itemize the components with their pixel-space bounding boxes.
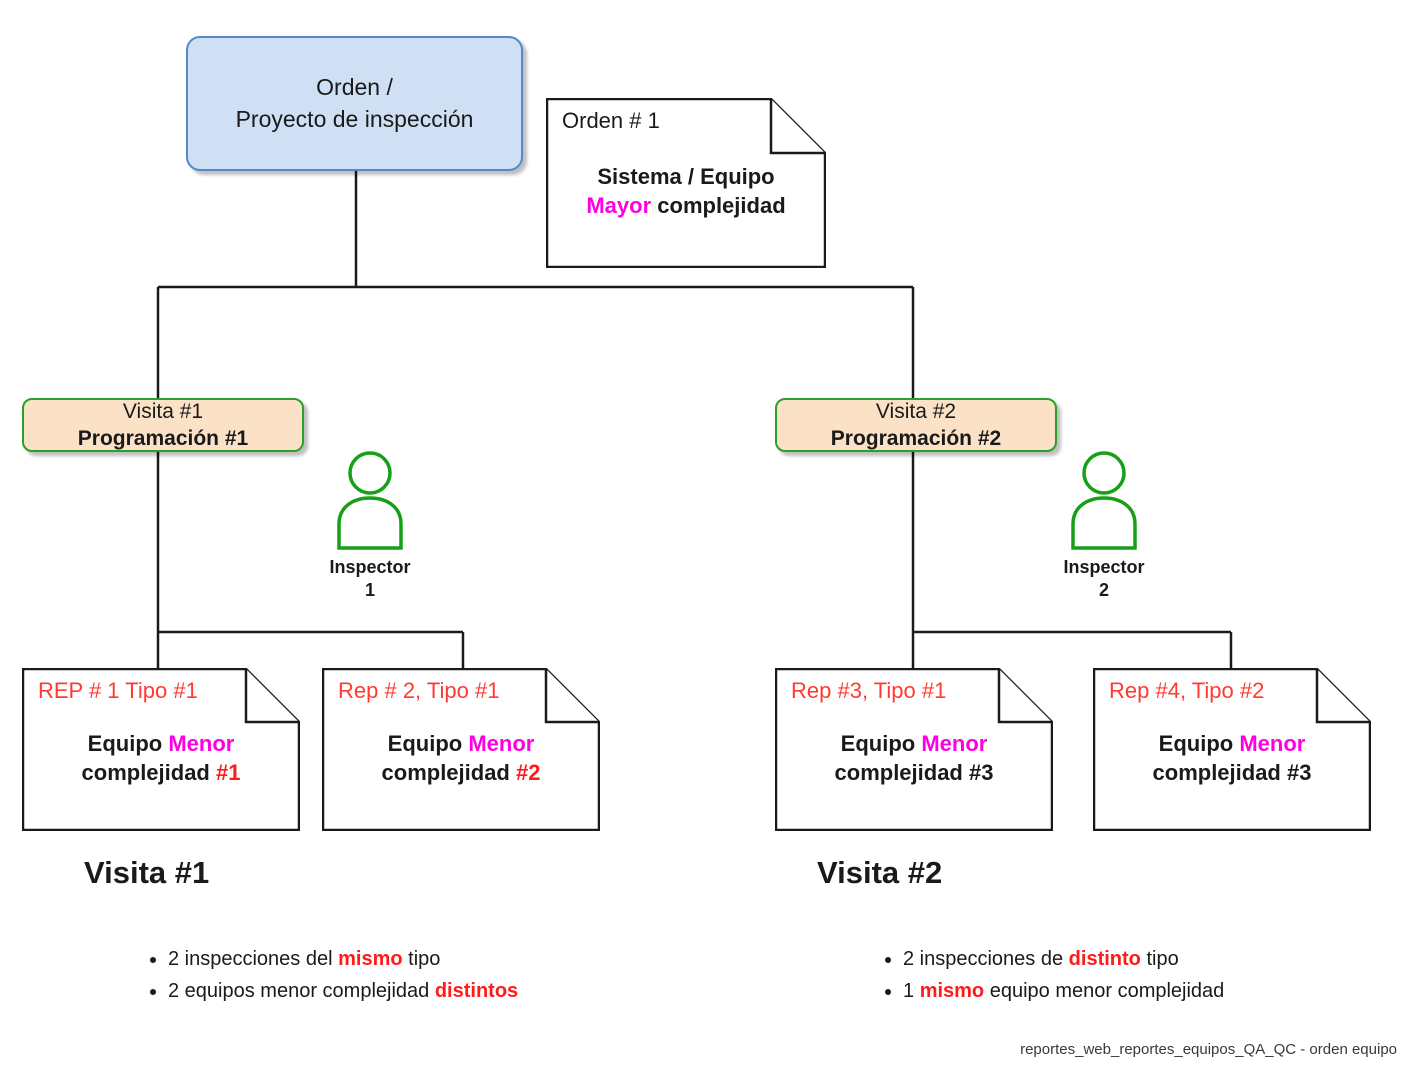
report-2-line-2: complejidad #2: [381, 759, 541, 785]
report-3-line-1: Equipo Menor: [840, 730, 988, 756]
visit-2-caption: Visita #2: [817, 855, 943, 890]
visit-2-bullets: [875, 940, 1395, 1010]
inspector-2-line-2: 2: [1098, 579, 1109, 600]
inspector-1-line-1: Inspector: [329, 557, 411, 577]
report-1-line-2: complejidad #1: [81, 759, 241, 785]
order-note-body: [546, 134, 826, 268]
list-item: • 2 equipos menor complejidad distintos: [168, 978, 700, 1004]
root-line-1: Orden /: [316, 74, 393, 101]
report-3-body: [775, 704, 1053, 831]
footer-caption: reportes_web_reportes_equipos_QA_QC - orden equipo: [1020, 1041, 1397, 1058]
order-note-title: Orden # 1: [562, 108, 660, 133]
visit-1-label: Visita #1: [122, 399, 204, 423]
report-2-body: [322, 704, 600, 831]
inspector-2-label: [1063, 556, 1144, 601]
root-order-box[interactable]: [186, 36, 523, 171]
list-item: • 2 inspecciones del mismo tipo: [168, 946, 700, 972]
inspector-2: [1050, 450, 1158, 601]
person-icon: [333, 450, 407, 550]
order-note-highlight: Mayor: [586, 193, 652, 218]
inspector-1-line-2: 1: [364, 579, 375, 600]
report-3-title: Rep #3, Tipo #1: [791, 678, 947, 703]
report-4-body: [1093, 704, 1371, 831]
inspector-1: [316, 450, 424, 601]
list-item: • 1 mismo equipo menor complejidad: [903, 978, 1395, 1004]
report-1-body: [22, 704, 300, 831]
order-note-line-2: [586, 192, 785, 221]
inspector-2-line-1: Inspector: [1063, 557, 1145, 577]
root-line-2: Proyecto de inspección: [235, 105, 474, 132]
report-note-3[interactable]: [775, 668, 1053, 831]
visit-box-2[interactable]: [775, 398, 1057, 452]
visit-2-program: Programación #2: [830, 427, 1002, 450]
visit-1-bullets: [140, 940, 700, 1010]
list-item: • 2 inspecciones de distinto tipo: [903, 946, 1395, 972]
report-2-line-1: Equipo Menor: [387, 730, 535, 756]
report-note-1[interactable]: [22, 668, 300, 831]
visit-box-1[interactable]: [22, 398, 304, 452]
report-note-4[interactable]: [1093, 668, 1371, 831]
report-4-line-2: complejidad #3: [1152, 759, 1312, 785]
report-2-title: Rep # 2, Tipo #1: [338, 678, 500, 703]
report-3-line-2: complejidad #3: [834, 759, 994, 785]
order-note-line-2-post: complejidad: [651, 193, 786, 218]
person-icon: [1067, 450, 1141, 550]
report-4-line-1: Equipo Menor: [1158, 730, 1306, 756]
inspector-1-label: [329, 556, 410, 601]
order-note-line-1: Sistema / Equipo: [597, 164, 775, 190]
report-1-title: REP # 1 Tipo #1: [38, 678, 198, 703]
report-1-line-1: Equipo Menor: [87, 730, 235, 756]
visit-1-program: Programación #1: [77, 427, 249, 450]
report-note-2[interactable]: [322, 668, 600, 831]
visit-2-label: Visita #2: [875, 399, 957, 423]
report-4-title: Rep #4, Tipo #2: [1109, 678, 1265, 703]
visit-1-caption: Visita #1: [84, 855, 210, 890]
order-note[interactable]: [546, 98, 826, 268]
